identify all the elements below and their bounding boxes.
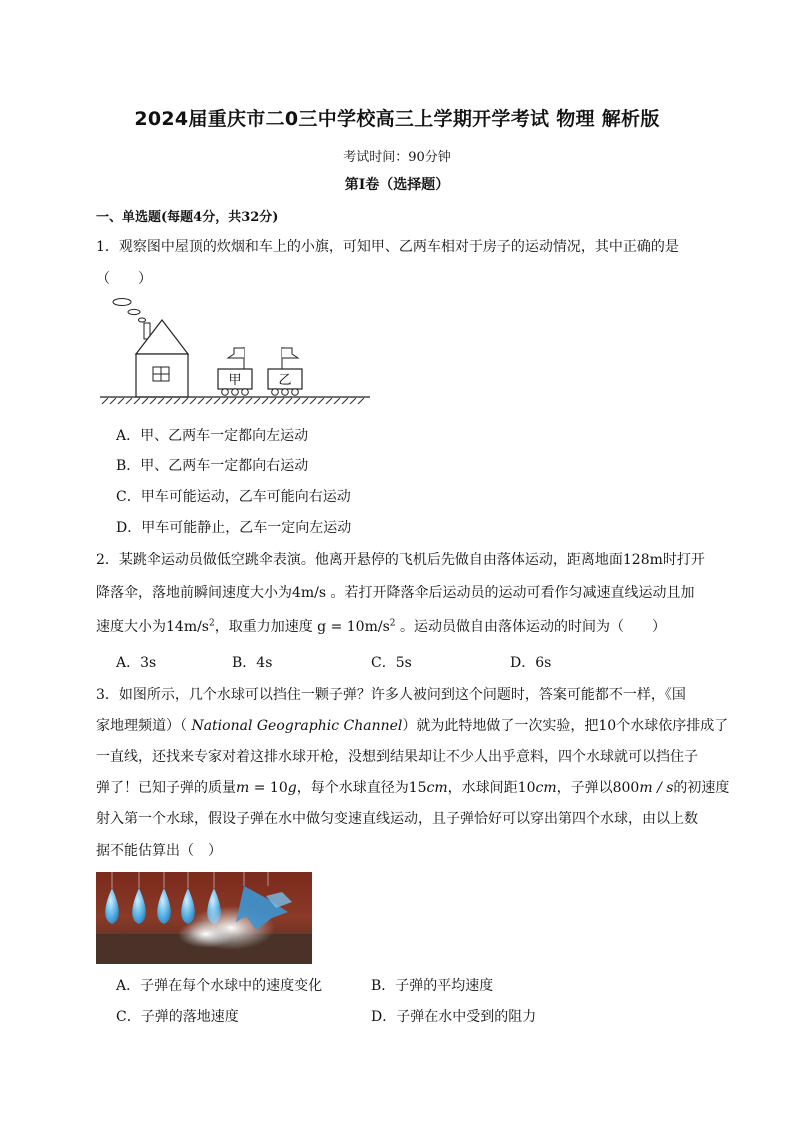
q3-option-d: D．子弹在水中受到的阻力 bbox=[371, 1009, 537, 1025]
q2-option-b: B．4s bbox=[232, 655, 273, 671]
q2-option-a: A．3s bbox=[116, 655, 157, 671]
car-jia-label: 甲 bbox=[228, 373, 242, 388]
q1-option-c: C．甲车可能运动，乙车可能向右运动 bbox=[116, 489, 351, 505]
exam-time: 考试时间：90分钟 bbox=[343, 150, 451, 165]
q3-option-a: A．子弹在每个水球中的速度变化 bbox=[116, 978, 323, 994]
water-balloon-photo bbox=[96, 872, 312, 964]
smoke-puff bbox=[113, 299, 131, 306]
q2-line2: 降落伞，落地前瞬间速度大小为4m/s 。若打开降落伞后运动员的运动可看作匀减速直线运动且加 bbox=[96, 585, 695, 601]
q1-figure bbox=[96, 292, 376, 408]
q3-line3: 一直线，还找来专家对着这排水球开枪，没想到结果却让不少人出乎意料，四个水球就可以挡住子 bbox=[96, 749, 698, 765]
q1-option-b: B．甲、乙两车一定都向右运动 bbox=[116, 458, 309, 474]
q1-option-a: A．甲、乙两车一定都向左运动 bbox=[116, 428, 309, 444]
q3-line5: 射入第一个水球，假设子弹在水中做匀变速直线运动，且子弹恰好可以穿出第四个水球，由以上数 bbox=[96, 811, 698, 827]
car-yi-label: 乙 bbox=[278, 373, 292, 388]
smoke-puff bbox=[128, 309, 140, 314]
q1-option-d: D．甲车可能静止，乙车一定向左运动 bbox=[116, 520, 352, 536]
q3-line1: 3．如图所示，几个水球可以挡住一颗子弹？许多人被问到这个问题时，答案可能都不一样，《国 bbox=[96, 687, 686, 703]
smoke-puff bbox=[138, 318, 145, 322]
q1-stem-line2: （ ） bbox=[96, 271, 152, 287]
q1-stem-line1: 1．观察图中屋顶的炊烟和车上的小旗，可知甲、乙两车相对于房子的运动情况，其中正确的是 bbox=[96, 239, 679, 255]
q2-option-c: C．5s bbox=[371, 655, 412, 671]
page-title: 2024届重庆市二0三中学校高三上学期开学考试 物理 解析版 bbox=[134, 108, 660, 130]
q3-option-c: C．子弹的落地速度 bbox=[116, 1009, 239, 1025]
q3-line6: 据不能估算出（ ） bbox=[96, 843, 222, 859]
volume-heading: 第Ⅰ卷（选择题） bbox=[344, 177, 450, 193]
flag-yi bbox=[282, 348, 298, 358]
q3-option-b: B．子弹的平均速度 bbox=[371, 978, 494, 994]
q2-line1: 2．某跳伞运动员做低空跳伞表演。他离开悬停的飞机后先做自由落体运动，距离地面128m时打开 bbox=[96, 552, 705, 568]
q3-line4: 弹了！已知子弹的质量m = 10g，每个水球直径为15cm，水球间距10cm，子弹以800m / s的初速度 bbox=[96, 780, 730, 796]
section-heading: 一、单选题(每题4分，共32分) bbox=[96, 210, 279, 225]
q2-line3: 速度大小为$14m/s^2$，取重力加速度 $g = 10m/s^2$ 。运动员做自由落体运动的时间为（ ） bbox=[96, 618, 666, 635]
flag-jia bbox=[228, 348, 244, 358]
q2-option-d: D．6s bbox=[510, 655, 552, 671]
q3-line2: 家地理频道）（ National Geographic Channel）就为此特地做了一次实验，把10个水球依序排成了 bbox=[96, 718, 729, 734]
